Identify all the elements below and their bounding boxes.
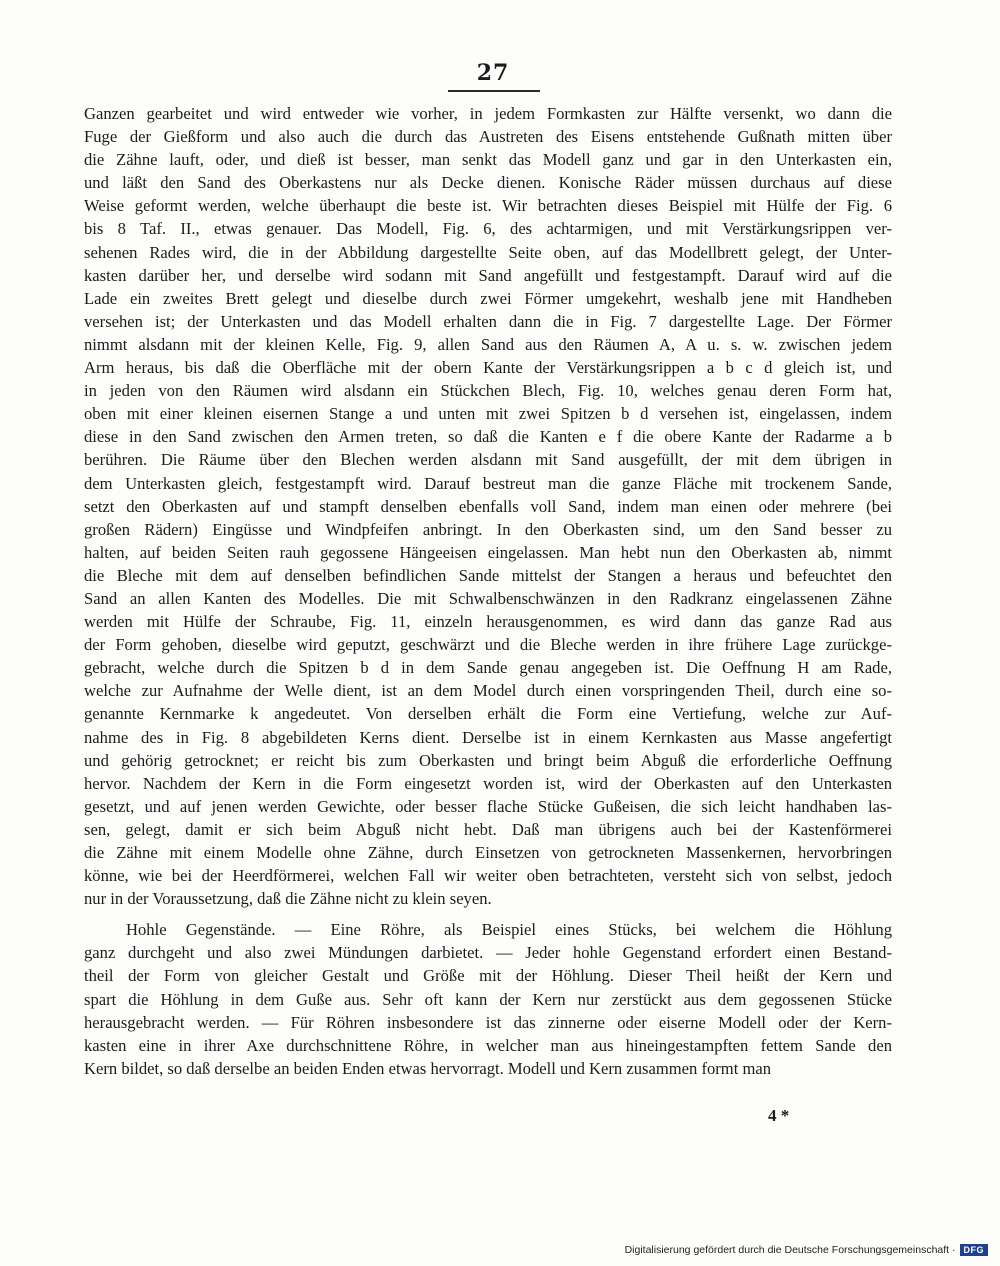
credit-text: Digitalisierung gefördert durch die Deutsche Forschungsgemeinschaft · xyxy=(624,1244,956,1256)
text-line: Weise geformt werden, welche überhaupt die beste ist. Wir betrachten dieses Beispiel mit Hülfe der Fig. 6 xyxy=(84,196,892,216)
text-line: nur in der Voraussetzung, daß die Zähne nicht zu klein seyen. xyxy=(84,889,492,909)
text-line: genannte Kernmarke k angedeutet. Von derselben erhält die Form eine Vertiefung, welche zur Auf- xyxy=(84,704,892,724)
text-line: oben mit einer kleinen eisernen Stange a und unten mit zwei Spitzen b d versehen ist, eingelassen, indem xyxy=(84,404,892,424)
text-line: in jeden von den Räumen wird alsdann ein Stückchen Blech, Fig. 10, welches genau deren Form hat, xyxy=(84,381,892,401)
text-line: versehen ist; der Unterkasten und das Modell erhalten dann die in Fig. 7 dargestellte Lage. Der Förmer xyxy=(84,311,892,331)
body-text xyxy=(84,102,892,1080)
text-line: bis 8 Taf. II., etwas genauer. Das Modell, Fig. 6, des achtarmigen, und mit Verstärkungsrippen ver- xyxy=(84,219,892,239)
text-line: kasten darüber her, und derselbe wird sodann mit Sand angefüllt und festgestampft. Darauf wird auf die xyxy=(84,265,892,285)
page-number: 27 xyxy=(476,60,510,86)
text-line: sen, gelegt, damit er sich beim Abguß nicht hebt. Daß man übrigens auch bei der Kastenförmerei xyxy=(84,819,892,839)
text-line: Fuge der Gießform und also auch die durch das Austreten des Eisens entstehende Gußnath mitten über xyxy=(84,127,892,147)
text-line: welche zur Aufnahme der Welle dient, ist an dem Model durch einen vorspringenden Theil, durch eine so- xyxy=(84,681,892,701)
text-line: könne, wie bei der Heerdförmerei, welchen Fall wir weiter oben betrachteten, versteht sich von selbst, jedoch xyxy=(84,866,892,886)
text-line: gesetzt, und auf jenen werden Gewichte, oder besser flache Stücke Gußeisen, die sich leicht handhaben las- xyxy=(84,796,892,816)
text-line: Kern bildet, so daß derselbe an beiden Enden etwas hervorragt. Modell und Kern zusammen formt man xyxy=(84,1058,772,1078)
text-line: nimmt alsdann mit der kleinen Kelle, Fig. 9, allen Sand aus den Räumen A, A u. s. w. zwischen jedem xyxy=(84,334,892,354)
text-line: spart die Höhlung in dem Guße aus. Sehr oft kann der Kern nur zerstückt aus dem gegossenen Stücke xyxy=(84,989,892,1009)
text-line: Hohle Gegenstände. — Eine Röhre, als Beispiel eines Stücks, bei welchem die Höhlung xyxy=(126,920,892,940)
header-rule xyxy=(448,90,540,92)
dfg-logo-icon: DFG xyxy=(960,1244,989,1256)
text-line: berühren. Die Räume über den Blechen werden alsdann mit Sand ausgefüllt, der mit dem übrigen in xyxy=(84,450,892,470)
text-line: Sand an allen Kanten des Modelles. Die mit Schwalbenschwänzen in den Radkranz eingelassenen Zähne xyxy=(84,588,892,608)
text-line: der Form gehoben, dieselbe wird geputzt, geschwärzt und die Bleche werden in ihre frühere Lage zurückge- xyxy=(84,635,892,655)
text-line: ganz durchgeht und also zwei Mündungen darbietet. — Jeder hohle Gegenstand erfordert einen Bestand- xyxy=(84,943,892,963)
text-line: und läßt den Sand des Oberkastens nur als Decke dienen. Konische Räder müssen durchaus auf diese xyxy=(84,173,892,193)
text-line: sehenen Rades wird, die in der Abbildung dargestellte Seite oben, auf das Modellbrett gelegt, der Unter- xyxy=(84,242,892,262)
text-line: setzt den Oberkasten auf und stampft denselben ebenfalls voll Sand, indem man einen oder mehrere (bei xyxy=(84,496,892,516)
text-line: theil der Form von gleicher Gestalt und Größe mit der Höhlung. Dieser Theil heißt der Kern und xyxy=(84,966,892,986)
text-line: großen Rädern) Eingüsse und Windpfeifen anbringt. In den Oberkasten sind, um den Sand besser zu xyxy=(84,519,892,539)
text-line: die Zähne mit einem Modelle ohne Zähne, durch Einsetzen von getrockneten Massenkernen, hervorbringen xyxy=(84,843,892,862)
text-line: herausgebracht werden. — Für Röhren insbesondere ist das zinnerne oder eiserne Modell oder der Kern- xyxy=(84,1012,892,1032)
text-line: kasten eine in ihrer Axe durchschnittene Röhre, in welcher man aus hineingestampften fettem Sande den xyxy=(84,1035,892,1055)
text-line: hervor. Nachdem der Kern in die Form eingesetzt worden ist, wird der Oberkasten auf den Unterkasten xyxy=(84,773,892,793)
text-line: werden mit Hülfe der Schraube, Fig. 11, einzeln herausgenommen, es wird dann das ganze Rad aus xyxy=(84,612,892,632)
text-line: Ganzen gearbeitet und wird entweder wie vorher, in jedem Formkasten zur Hälfte versenkt, wo dann die xyxy=(84,104,892,123)
text-line: nahme des in Fig. 8 abgebildeten Kerns dient. Derselbe ist in einem Kernkasten aus Masse angefertigt xyxy=(84,727,892,747)
digitization-credit xyxy=(625,1244,988,1256)
text-line: halten, auf beiden Seiten rauh gegossene Hängeeisen eingelassen. Man hebt nun den Oberkasten ab, nimmt xyxy=(84,542,892,562)
text-line: die Zähne lauft, oder, und dieß ist besser, man senkt das Modell ganz und gar in den Unterkasten ein, xyxy=(84,150,892,170)
text-line: dem Unterkasten gleich, festgestampft wird. Darauf bestreut man die ganze Fläche mit trockenem Sande, xyxy=(84,473,892,493)
text-line: Lade ein zweites Brett gelegt und dieselbe durch zwei Förmer umgekehrt, weshalb jene mit Handheben xyxy=(84,288,892,308)
text-line: die Bleche mit dem auf denselben befindlichen Sande mittelst der Stangen a heraus und befeuchtet den xyxy=(84,565,892,585)
text-line: und gehörig getrocknet; er reicht bis zum Oberkasten und bringt beim Abguß die erforderliche Oeffnung xyxy=(84,750,892,770)
signature-mark: 4 * xyxy=(768,1106,790,1125)
text-line: gebracht, welche durch die Spitzen b d in dem Sande genau angegeben ist. Die Oeffnung H am Rade, xyxy=(84,658,892,678)
text-line: diese in den Sand zwischen den Armen treten, so daß die Kanten e f die obere Kante der Radarme a b xyxy=(84,427,892,447)
text-line: Arm heraus, bis daß die Oberfläche mit der obern Kante der Verstärkungsrippen a b c d gleich ist, und xyxy=(84,358,892,378)
